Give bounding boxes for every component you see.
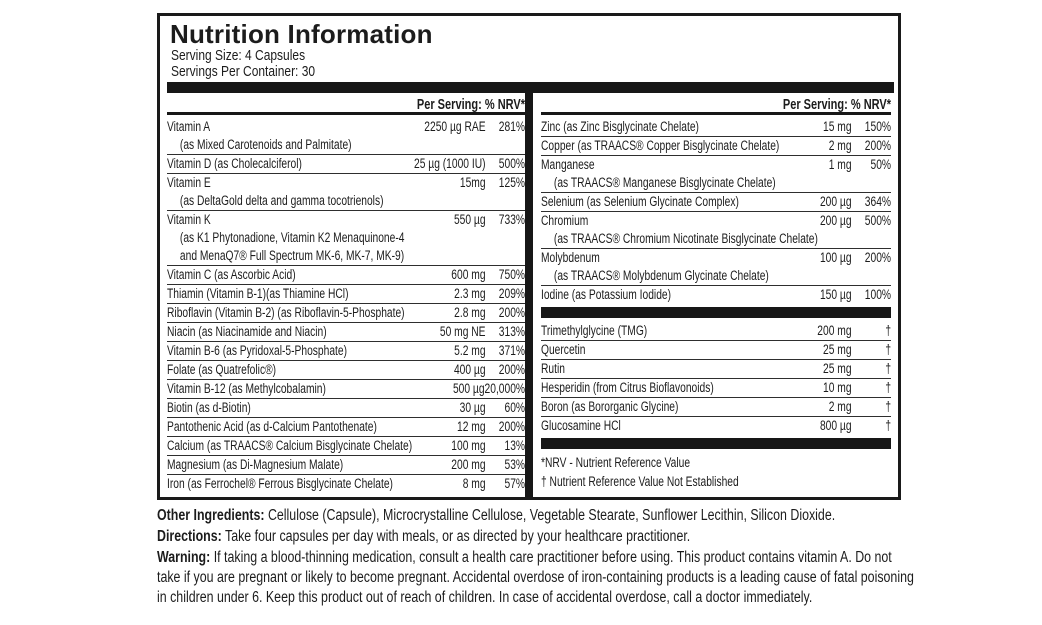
nutrient-row [541, 249, 891, 286]
nutrient-nrv: 125% [498, 175, 526, 190]
directions-text: Take four capsules per day with meals, or as directed by your healthcare practitioner. [225, 528, 691, 545]
nutrient-name: Manganese [541, 157, 595, 172]
nutrient-nrv: † [885, 418, 892, 433]
nutrient-row [541, 341, 891, 360]
nutrient-amount: 500 µg [452, 381, 485, 396]
nutrient-amount: 15mg [459, 175, 486, 190]
other-ingredients-text: Cellulose (Capsule), Microcrystalline Cellulose, Vegetable Stearate, Sunflower Lecithin, Silicon Dioxide. [267, 507, 836, 524]
nutrient-amount: 1 mg [828, 157, 852, 172]
nutrient-row [541, 286, 891, 304]
nutrient-amount: 2.3 mg [454, 286, 486, 301]
nutrient-name: Pantothenic Acid (as d-Calcium Pantothenate) [167, 419, 377, 434]
nutrient-row [167, 418, 525, 437]
nutrient-nrv: 364% [864, 194, 892, 209]
nutrient-name: Hesperidin (from Citrus Bioflavonoids) [541, 380, 714, 395]
nutrient-row [167, 266, 525, 285]
nutrient-row [167, 475, 525, 493]
nutrient-name: Quercetin [541, 342, 586, 357]
nutrient-source-note: (as Mixed Carotenoids and Palmitate) [179, 137, 352, 152]
nutrient-row [541, 417, 891, 435]
nutrient-row [167, 456, 525, 475]
footnotes [541, 453, 891, 491]
nutrient-nrv: † [885, 361, 892, 376]
nutrient-name: Zinc (as Zinc Bisglycinate Chelate) [541, 119, 699, 134]
nutrient-nrv: 13% [504, 438, 526, 453]
nutrient-nrv: 57% [504, 476, 526, 491]
per-serving-nrv-header: Per Serving: % NRV* [782, 97, 892, 113]
nutrient-row [541, 193, 891, 212]
other-ingredients-paragraph [157, 506, 917, 526]
nutrient-name: Thiamin (Vitamin B-1)(as Thiamine HCl) [167, 286, 349, 301]
nutrient-row [167, 304, 525, 323]
nutrient-amount: 200 µg [819, 194, 852, 209]
nutrient-name: Vitamin D (as Cholecalciferol) [167, 156, 302, 171]
nutrient-source-note: (as TRAACS® Chromium Nicotinate Bisglycinate Chelate) [553, 231, 818, 246]
nutrient-row [541, 137, 891, 156]
other-ingredients-label: Other Ingredients: [157, 507, 265, 524]
nutrient-name: Folate (as Quatrefolic®) [167, 362, 277, 377]
right-column-header [541, 96, 891, 115]
servings-per-container: Servings Per Container: 30 [171, 63, 316, 80]
nutrient-amount: 150 µg [819, 287, 852, 302]
nutrient-amount: 25 mg [823, 361, 852, 376]
nutrient-amount: 2 mg [828, 138, 852, 153]
nutrient-name: Vitamin K [167, 212, 211, 227]
nutrient-nrv: 100% [864, 287, 892, 302]
minerals-section [541, 118, 891, 304]
nutrient-row [167, 285, 525, 304]
nutrient-amount: 8 mg [462, 476, 486, 491]
nutrient-name: Iodine (as Potassium Iodide) [541, 287, 672, 302]
nutrient-name: Copper (as TRAACS® Copper Bisglycinate Chelate) [541, 138, 780, 153]
nutrient-name: Chromium [541, 213, 589, 228]
nutrient-row [167, 437, 525, 456]
nutrient-name: Magnesium (as Di-Magnesium Malate) [167, 457, 344, 472]
warning-text: If taking a blood-thinning medication, consult a health care practitioner before using. This product contains vitamin A. Do not take if you are pregnant or likely to become pregnant. Accidental overdose of iron-containing products is a leading cause of fatal poisoning in children under 6. Keep this product out of reach of children. In case of accidental overdose, call a doctor immediately. [157, 549, 914, 606]
nutrient-amount: 10 mg [823, 380, 852, 395]
column-divider-bar [525, 82, 533, 497]
nutrient-amount: 400 µg [453, 362, 486, 377]
nutrient-row [541, 398, 891, 417]
nutrient-nrv: 50% [870, 157, 892, 172]
nutrient-nrv: † [885, 342, 892, 357]
left-nutrient-column [167, 118, 525, 493]
nutrient-name: Iron (as Ferrochel® Ferrous Bisglycinate Chelate) [167, 476, 393, 491]
nutrient-nrv: † [885, 380, 892, 395]
nutrient-name: Niacin (as Niacinamide and Niacin) [167, 324, 327, 339]
nutrient-row [541, 322, 891, 341]
nutrient-name: Vitamin E [167, 175, 211, 190]
nutrient-nrv: 750% [498, 267, 526, 282]
nutrient-row [541, 379, 891, 398]
nutrient-amount: 30 µg [459, 400, 486, 415]
supplement-info-text [157, 506, 917, 609]
nutrient-name: Biotin (as d-Biotin) [167, 400, 251, 415]
nutrient-amount: 2.8 mg [454, 305, 486, 320]
nutrient-nrv: 500% [498, 156, 526, 171]
nutrient-name: Riboflavin (Vitamin B-2) (as Riboflavin-5-Phosphate) [167, 305, 405, 320]
nutrient-amount: 5.2 mg [454, 343, 486, 358]
nutrient-name: Glucosamine HCl [541, 418, 621, 433]
nutrient-name: Vitamin B-6 (as Pyridoxal-5-Phosphate) [167, 343, 348, 358]
nutrient-source-note: (as TRAACS® Manganese Bisglycinate Chelate) [553, 175, 776, 190]
warning-paragraph [157, 548, 917, 608]
nutrient-nrv: 150% [864, 119, 892, 134]
nutrient-nrv: 200% [864, 138, 892, 153]
nutrient-row [541, 360, 891, 379]
nutrient-row [167, 380, 525, 399]
nutrient-name: Trimethylglycine (TMG) [541, 323, 648, 338]
nutrient-amount: 550 µg [453, 212, 486, 227]
warning-label: Warning: [157, 549, 211, 566]
nutrient-source-note: (as DeltaGold delta and gamma tocotrienols) [179, 193, 384, 208]
nutrient-source-note: (as TRAACS® Molybdenum Glycinate Chelate) [553, 268, 769, 283]
nutrient-name: Boron (as Bororganic Glycine) [541, 399, 679, 414]
directions-paragraph [157, 527, 917, 547]
nutrient-nrv: 209% [498, 286, 526, 301]
nutrient-row [167, 118, 525, 155]
nutrient-name: Rutin [541, 361, 565, 376]
nutrient-nrv: 60% [504, 400, 526, 415]
nutrient-amount: 25 mg [823, 342, 852, 357]
nutrient-row [167, 342, 525, 361]
nutrient-amount: 50 mg NE [439, 324, 486, 339]
nutrient-name: Selenium (as Selenium Glycinate Complex) [541, 194, 739, 209]
nutrient-row [541, 212, 891, 249]
nutrient-nrv: † [885, 323, 892, 338]
nutrient-amount: 100 µg [819, 250, 852, 265]
nutrient-row [167, 174, 525, 211]
right-nutrient-column [541, 118, 891, 491]
nutrient-amount: 600 mg [451, 267, 486, 282]
nutrient-nrv: 500% [864, 213, 892, 228]
nutrient-nrv: † [885, 399, 892, 414]
divider-bar-middle [541, 307, 891, 318]
nutrient-source-note: (as K1 Phytonadione, Vitamin K2 Menaquinone-4 [179, 230, 405, 245]
nutrient-name: Vitamin A [167, 119, 211, 134]
nutrient-amount: 12 mg [457, 419, 486, 434]
nutrient-nrv: 20,000% [484, 381, 526, 396]
other-nutrients-section [541, 322, 891, 435]
footnote-line: *NRV - Nutrient Reference Value [541, 455, 691, 470]
nutrient-amount: 100 mg [451, 438, 486, 453]
nutrient-nrv: 200% [864, 250, 892, 265]
nutrient-amount: 2 mg [828, 399, 852, 414]
nutrient-name: Calcium (as TRAACS® Calcium Bisglycinate Chelate) [167, 438, 413, 453]
nutrient-amount: 2250 µg RAE [424, 119, 486, 134]
nutrient-row [167, 323, 525, 342]
nutrient-amount: 15 mg [823, 119, 852, 134]
nutrient-row [541, 118, 891, 137]
serving-size: Serving Size: 4 Capsules [171, 47, 306, 64]
nutrient-name: Molybdenum [541, 250, 600, 265]
nutrient-row [167, 155, 525, 174]
nutrient-name: Vitamin B-12 (as Methylcobalamin) [167, 381, 326, 396]
per-serving-nrv-header: Per Serving: % NRV* [416, 97, 526, 113]
panel-title: Nutrition Information [170, 19, 433, 49]
directions-label: Directions: [157, 528, 222, 545]
nutrient-amount: 800 µg [819, 418, 852, 433]
nutrient-nrv: 53% [504, 457, 526, 472]
nutrient-amount: 200 mg [451, 457, 486, 472]
nutrient-nrv: 200% [498, 419, 526, 434]
nutrient-nrv: 200% [498, 362, 526, 377]
nutrient-nrv: 281% [498, 119, 526, 134]
nutrition-facts-panel [157, 13, 901, 500]
nutrient-row [541, 156, 891, 193]
nutrient-nrv: 200% [498, 305, 526, 320]
nutrient-row [167, 399, 525, 418]
nutrient-row [167, 211, 525, 266]
nutrient-name: Vitamin C (as Ascorbic Acid) [167, 267, 296, 282]
left-column-header [167, 96, 525, 115]
nutrient-nrv: 313% [498, 324, 526, 339]
nutrient-nrv: 371% [498, 343, 526, 358]
nutrient-amount: 25 µg (1000 IU) [414, 156, 486, 171]
divider-bar-footnotes [541, 438, 891, 449]
nutrient-source-note: and MenaQ7® Full Spectrum MK-6, MK-7, MK-9) [179, 248, 405, 263]
nutrient-nrv: 733% [498, 212, 526, 227]
nutrient-amount: 200 µg [819, 213, 852, 228]
footnote-line: † Nutrient Reference Value Not Established [541, 474, 739, 489]
nutrient-row [167, 361, 525, 380]
nutrient-amount: 200 mg [817, 323, 852, 338]
